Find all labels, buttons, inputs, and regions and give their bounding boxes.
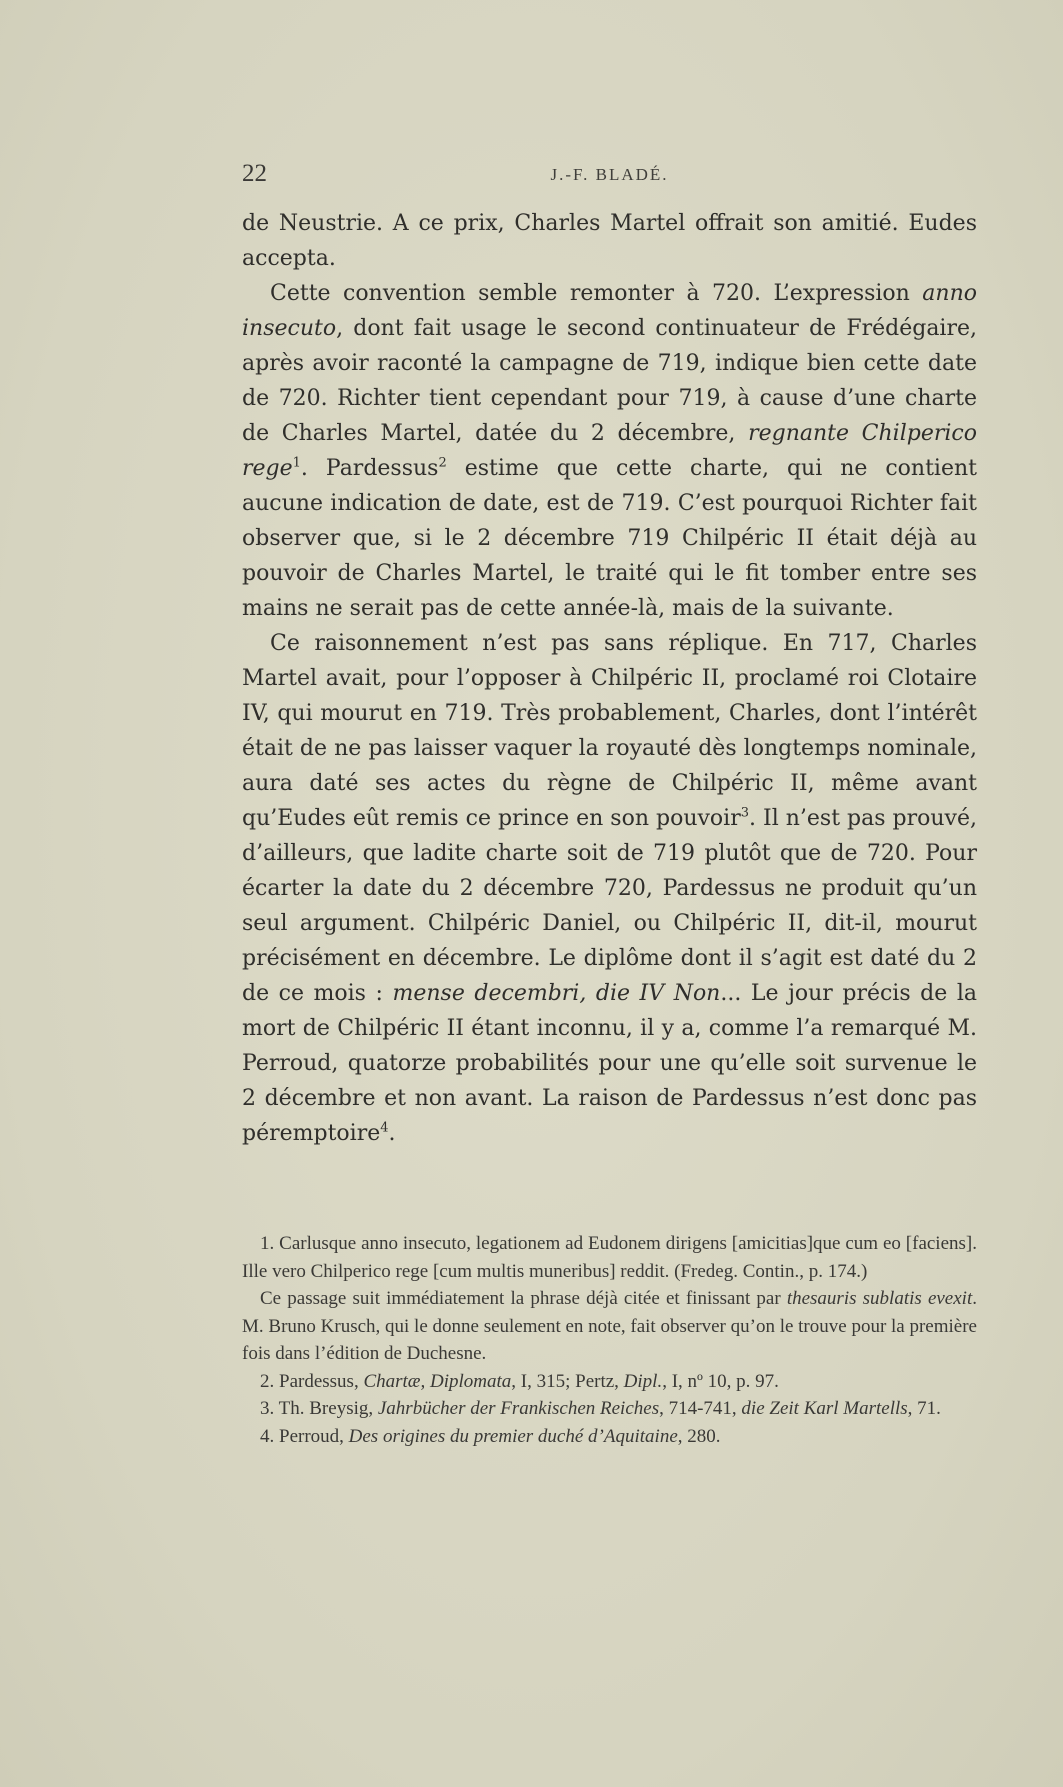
footnote-4 — [242, 1423, 977, 1451]
italic-phrase: anno insecuto — [242, 281, 977, 341]
paragraph-2 — [242, 276, 977, 626]
text-run: Ce raisonnement n’est pas sans réplique. En 717, Charles Martel avait, pour l’opposer à Chilpéric II, proclamé roi Clotaire IV, qui mourut en 719. Très probablement, Charles, dont l’intérêt était de ne pas laisser vaquer la royauté dès longtemps nominale, aura daté ses actes du règne de Chilpéric II, même avant qu’Eudes eût remis ce prince en son pouvoir — [242, 631, 977, 831]
text-run: 4. Perroud, — [260, 1425, 349, 1447]
italic-phrase: Chartæ, Diplomata — [363, 1370, 512, 1392]
text-run: Ce passage suit immédiatement la phrase déjà citée et finissant par — [260, 1288, 787, 1309]
page-header — [242, 160, 977, 190]
italic-phrase: die Zeit Karl Martells — [741, 1398, 908, 1419]
text-run: 3. Th. Breysig, — [260, 1398, 378, 1419]
footnote-ref-1: 1 — [292, 455, 301, 471]
footnote-2 — [242, 1368, 977, 1396]
footnote-1: 1. Carlusque anno insecuto, legationem ad Eudonem dirigens [amicitias]que cum eo [faciens]. Ille vero Chilperico rege [cum multis muneribus] reddit. (Fredeg. Contin., p. 174.) — [242, 1233, 977, 1282]
paragraph-1: de Neustrie. A ce prix, Charles Martel offrait son amitié. Eudes accepta. — [242, 211, 977, 271]
footnote-ref-2: 2 — [438, 455, 447, 471]
main-text — [242, 206, 977, 1151]
text-run: . Pardessus — [300, 456, 439, 481]
italic-phrase: thesauris sublatis evexit — [786, 1288, 973, 1309]
text-run: Cette convention semble remonter à 720. L’expression — [270, 281, 923, 306]
text-run: . Il n’est pas prouvé, d’ailleurs, que ladite charte soit de 719 plutôt que de 720. Pour écarter la date du 2 décembre 720, Pardessus ne produit qu’un seul argument. Chilpéric Daniel, ou Chilpéric II, dit-il, mourut précisément en décembre. Le diplôme dont il s’agit est daté du 2 de ce mois : — [242, 806, 977, 1006]
footnote-1-continued — [242, 1285, 977, 1368]
footnote-ref-3: 3 — [740, 805, 750, 821]
text-run: . M. Bruno Krusch, qui le donne seulement en note, fait observer qu’on le trouve pour la première fois dans l’édition de Duchesne. — [242, 1288, 977, 1364]
text-run: , I, 315; Pertz, — [511, 1370, 624, 1392]
text-run: 2. Pardessus, — [260, 1370, 364, 1392]
text-run: , 280. — [677, 1425, 721, 1447]
text-run: estime que cette charte, qui ne contient aucune indication de date, est de 719. C’est pourquoi Richter fait observer que, si le 2 décembre 719 Chilpéric II était déjà au pouvoir de Charles Martel, le traité qui le fit tomber entre ses mains ne serait pas de cette année-là, mais de la suivante. — [242, 456, 978, 621]
italic-phrase: Dipl. — [623, 1370, 663, 1392]
footnote-ref-4: 4 — [380, 1120, 389, 1136]
footnote-3 — [242, 1395, 977, 1423]
italic-phrase: Jahrbücher der Frankischen Reiches — [377, 1398, 660, 1419]
text-run: , 714-741, — [659, 1398, 742, 1419]
page-number: 22 — [242, 160, 267, 187]
paragraph-3 — [242, 626, 977, 1151]
text-run: . — [388, 1121, 396, 1146]
text-run: , 71. — [907, 1398, 941, 1419]
running-title: J.-F. BLADÉ. — [550, 165, 669, 184]
footnotes — [242, 1230, 977, 1450]
text-run: ... Le jour précis de la mort de Chilpéric II étant inconnu, il y a, comme l’a remarqué M. Perroud, quatorze probabilités pour une qu’elle soit survenue le 2 décembre et non avant. La raison de Pardessus n’est donc pas péremptoire — [242, 981, 977, 1146]
text-run: , dont fait usage le second continuateur de Frédégaire, après avoir raconté la campagne de 719, indique bien cette date de 720. Richter tient cependant pour 719, à cause d’une charte de Charles Martel, datée du 2 décembre, — [242, 316, 977, 446]
text-run: , I, nº 10, p. 97. — [662, 1370, 779, 1392]
italic-phrase: regnante Chilperico rege — [242, 421, 977, 481]
italic-phrase: Des origines du premier duché d’Aquitaine — [348, 1425, 678, 1447]
italic-phrase: mense decembri, die IV Non — [392, 981, 721, 1006]
